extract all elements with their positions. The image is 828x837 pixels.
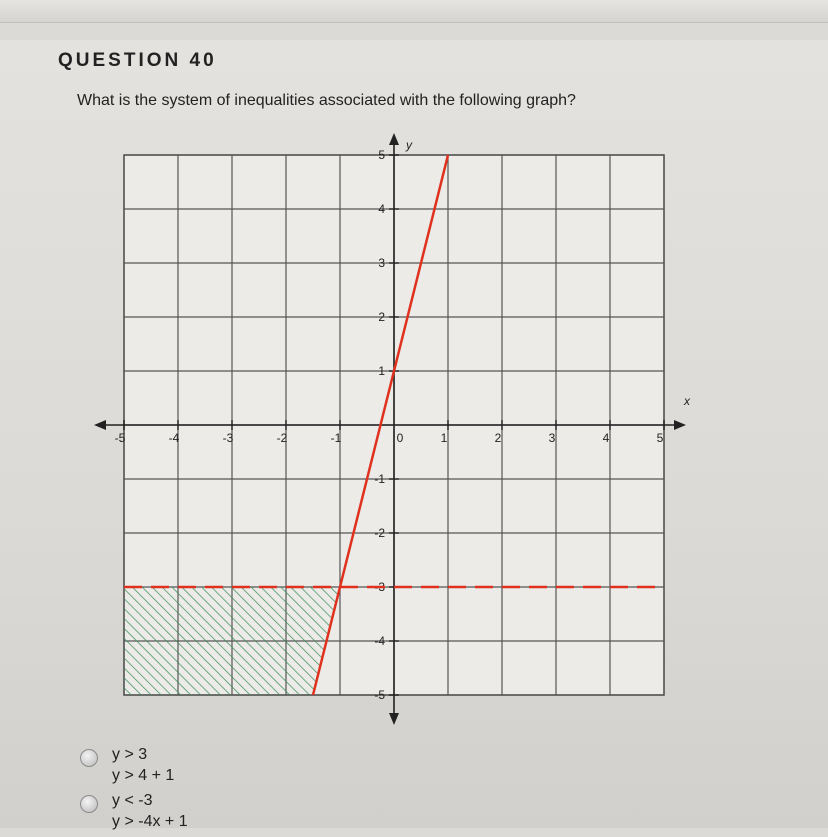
x-axis-label: x: [684, 394, 690, 408]
option-line-1: y > 3: [112, 746, 148, 763]
question-prompt: What is the system of inequalities associated with the following graph?: [77, 92, 576, 109]
radio-button[interactable]: [80, 795, 98, 813]
x-tick-label: 3: [548, 431, 556, 445]
question-title: QUESTION 40: [58, 50, 217, 71]
y-tick-label: -3: [374, 580, 385, 594]
x-axis-arrow: [674, 420, 686, 430]
y-tick-label: 3: [378, 256, 385, 270]
x-tick-label: -2: [276, 431, 288, 445]
x-tick-label: 4: [602, 431, 610, 445]
y-tick-label: -5: [374, 688, 385, 702]
y-axis-arrow: [389, 133, 399, 145]
option-line-2: y > -4x + 1: [112, 813, 188, 830]
x-tick-label: -4: [168, 431, 180, 445]
y-tick-label: 5: [378, 148, 385, 162]
x-axis-arrow: [94, 420, 106, 430]
y-tick-label: -1: [374, 472, 385, 486]
y-tick-label: 2: [378, 310, 385, 324]
option-line-2: y > 4 + 1: [112, 767, 175, 784]
x-tick-label: 5: [656, 431, 664, 445]
y-tick-label: -2: [374, 526, 385, 540]
x-tick-label: -1: [330, 431, 342, 445]
y-tick-label: -4: [374, 634, 385, 648]
x-tick-label: 2: [494, 431, 502, 445]
x-tick-label: 0: [396, 431, 404, 445]
y-tick-label: 4: [378, 202, 385, 216]
y-axis-arrow: [389, 713, 399, 725]
option-line-1: y < -3: [112, 792, 153, 809]
y-axis-label: y: [406, 138, 412, 152]
x-tick-label: -3: [222, 431, 234, 445]
x-tick-label: -5: [114, 431, 126, 445]
x-tick-label: 1: [440, 431, 448, 445]
y-tick-label: 1: [378, 364, 385, 378]
radio-button[interactable]: [80, 749, 98, 767]
